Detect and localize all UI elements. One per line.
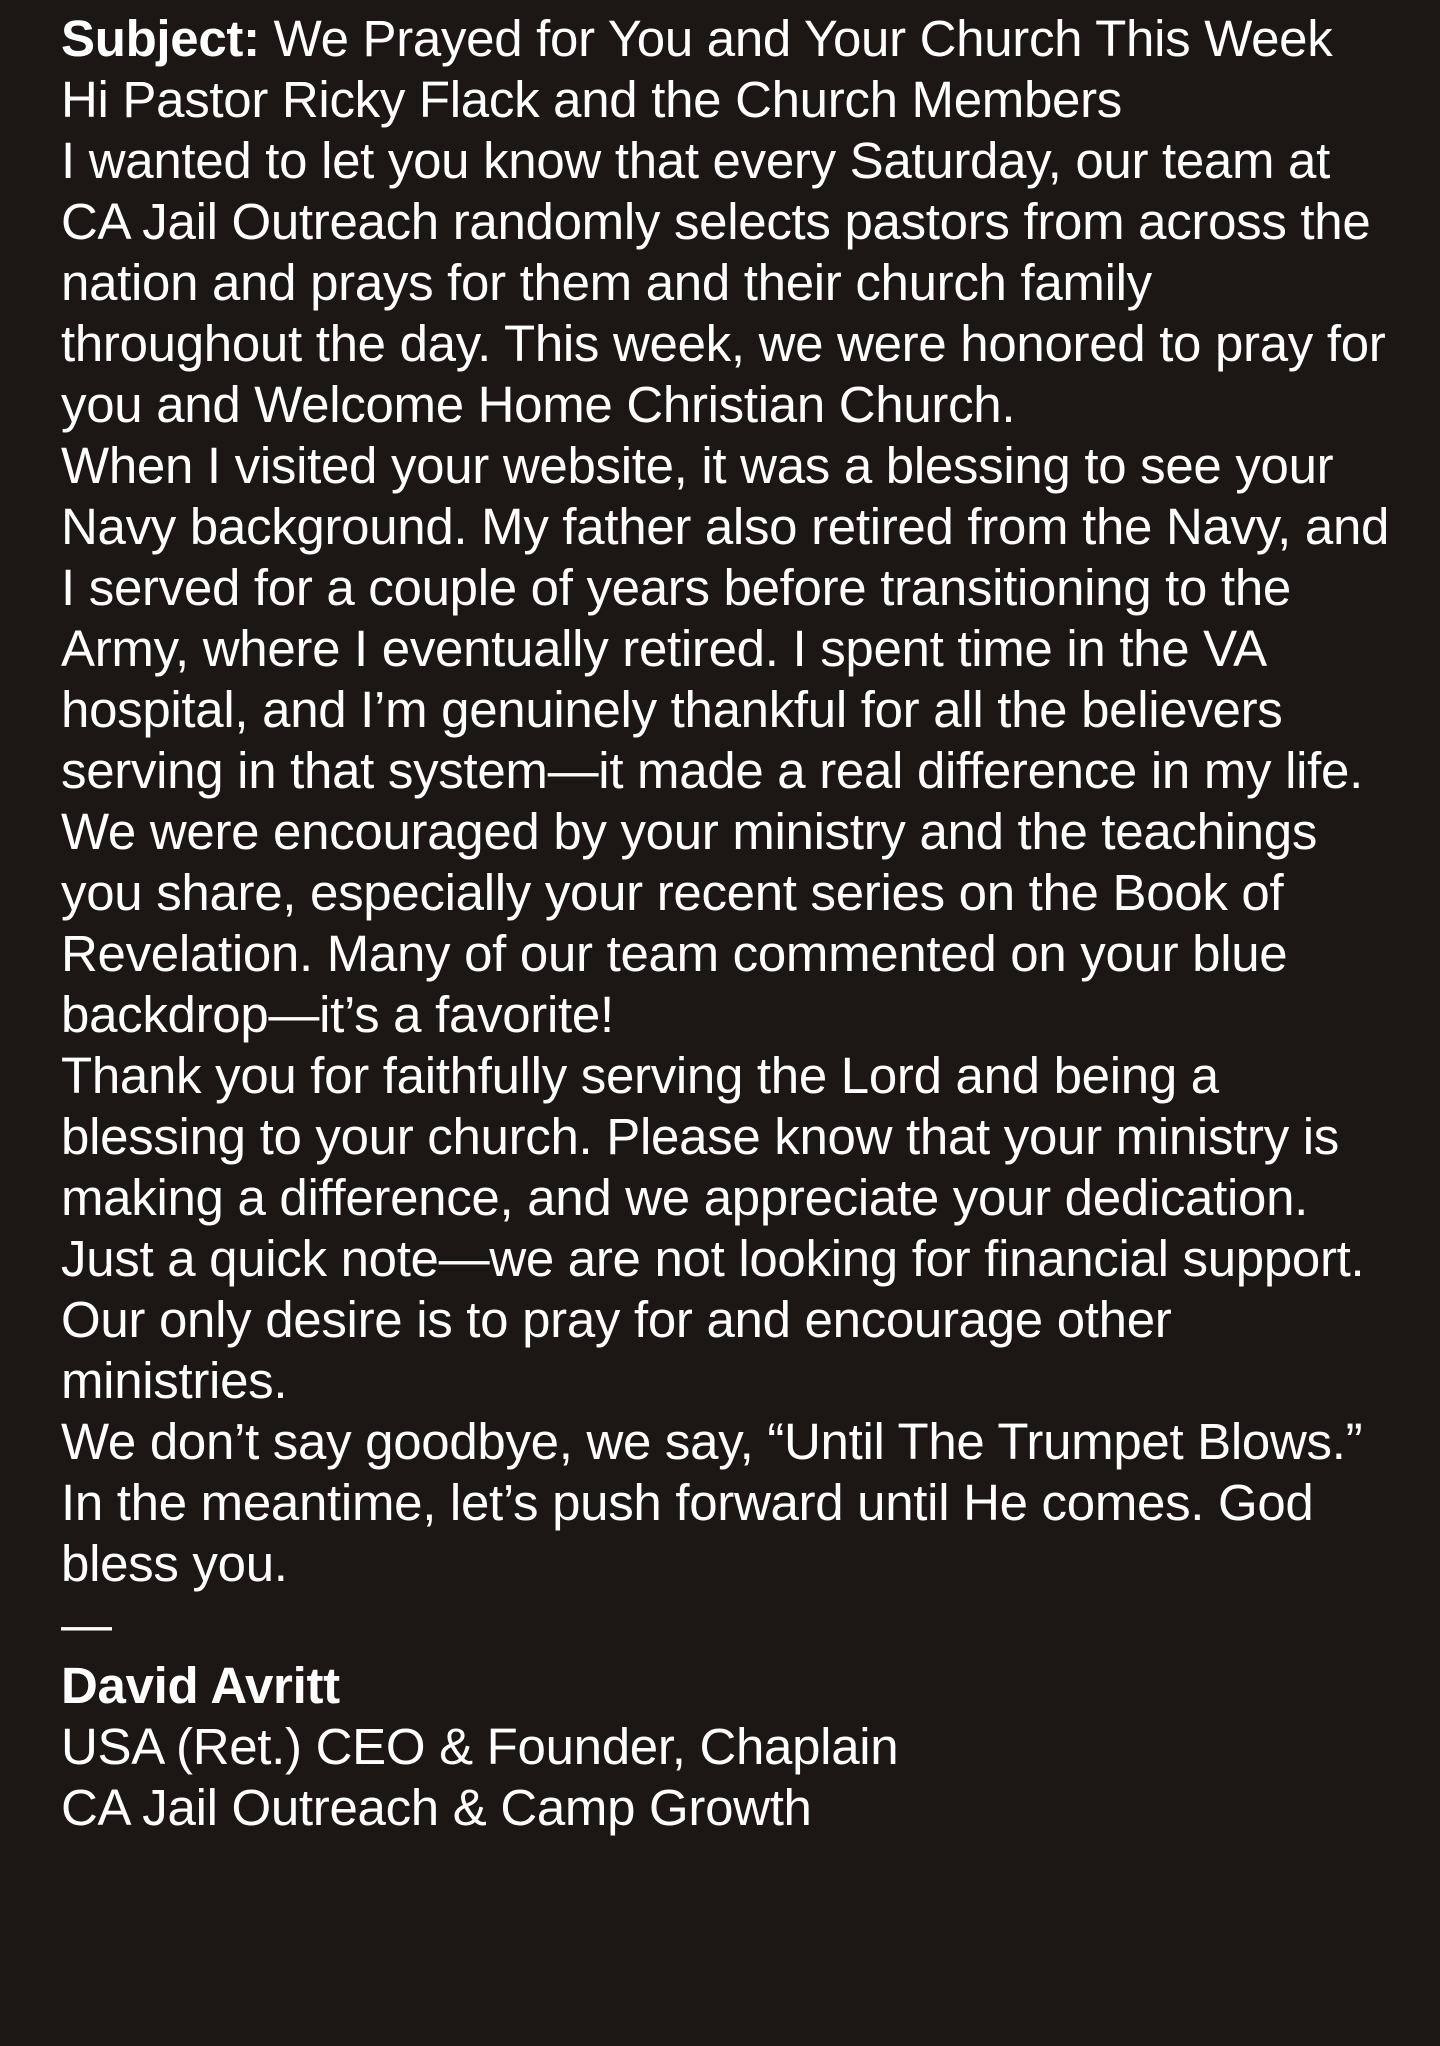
signature-name: David Avritt <box>61 1657 340 1714</box>
paragraph-ministry-encouragement: We were encouraged by your ministry and the teachings you share, especially your recent series on the Book of Revelation. Many of our team commented on your blue backdrop—it’s a favorite! <box>61 803 1318 1043</box>
subject-text: We Prayed for You and Your Church This Week <box>273 10 1333 67</box>
signature-divider: — <box>61 1596 112 1653</box>
email-body <box>61 0 1401 1838</box>
signature-title: USA (Ret.) CEO & Founder, Chaplain <box>61 1718 899 1775</box>
email-subject <box>61 8 1401 69</box>
subject-label: Subject: <box>61 10 260 67</box>
paragraph-navy-background: When I visited your website, it was a blessing to see your Navy background. My father also retired from the Navy, and I served for a couple of years before transitioning to the Army, where I eventually retired. I spent time in the VA hospital, and I’m genuinely thankful for all the believers serving in that system—it made a real difference in my life. <box>61 437 1390 799</box>
paragraph-thank-you: Thank you for faithfully serving the Lord and being a blessing to your church. Please know that your ministry is making a difference, and we appreciate your dedication. <box>61 1047 1339 1226</box>
paragraph-prayer-intro: I wanted to let you know that every Saturday, our team at CA Jail Outreach randomly selects pastors from across the nation and prays for them and their church family throughout the day. This week, we were honored to pray for you and Welcome Home Christian Church. <box>61 132 1386 433</box>
signature-organization: CA Jail Outreach & Camp Growth <box>61 1779 812 1836</box>
paragraph-closing: We don’t say goodbye, we say, “Until The Trumpet Blows.” In the meantime, let’s push forward until He comes. God bless you. <box>61 1413 1363 1592</box>
greeting: Hi Pastor Ricky Flack and the Church Members <box>61 71 1122 128</box>
paragraph-no-financial-support: Just a quick note—we are not looking for financial support. Our only desire is to pray for and encourage other ministries. <box>61 1230 1365 1409</box>
